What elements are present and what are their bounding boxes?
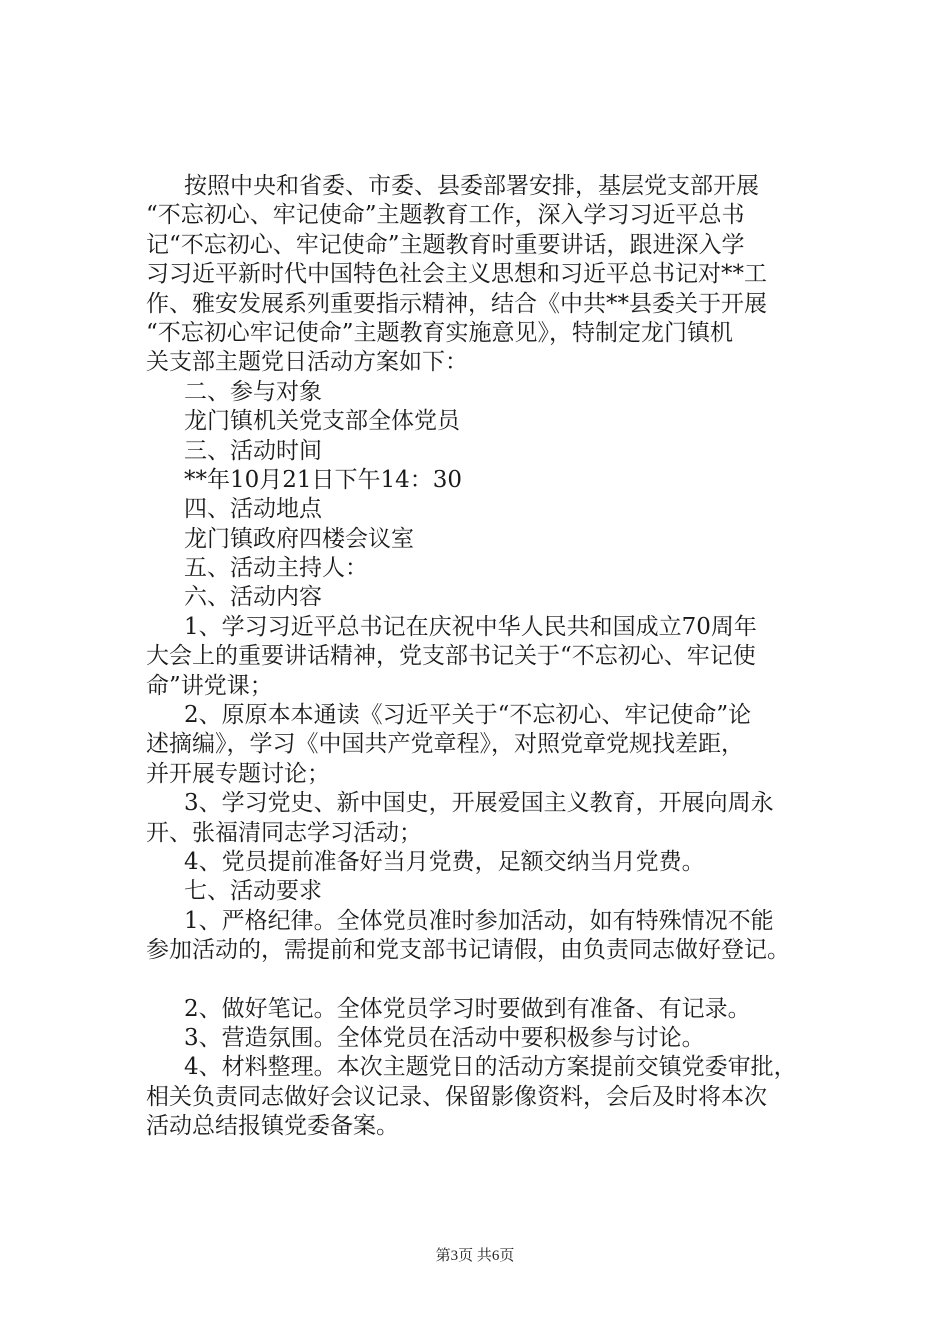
list-item: 1、学习习近平总书记在庆祝中华人民共和国成立70周年 [184, 613, 757, 640]
section-heading: 二、参与对象 [184, 378, 322, 405]
body-line: 习习近平新时代中国特色社会主义思想和习近平总书记对**工 [146, 261, 767, 288]
section-heading: 六、活动内容 [184, 584, 322, 611]
body-line: 大会上的重要讲话精神，党支部书记关于“不忘初心、牢记使 [146, 643, 756, 670]
paragraph-gap [146, 966, 846, 995]
list-item: 4、党员提前准备好当月党费，足额交纳当月党费。 [184, 848, 705, 875]
body-line: 命”讲党课； [146, 672, 273, 699]
body-line: 活动总结报镇党委备案。 [146, 1113, 399, 1140]
body-line: 并开展专题讨论； [146, 760, 330, 787]
page-number-footer: 第3页 共6页 [435, 1248, 515, 1264]
body-line: 龙门镇政府四楼会议室 [184, 525, 414, 552]
body-line: 开、张福清同志学习活动； [146, 819, 422, 846]
body-line: “不忘初心牢记使命”主题教育实施意见》，特制定龙门镇机 [146, 319, 734, 346]
body-line: 参加活动的，需提前和党支部书记请假，由负责同志做好登记。 [146, 937, 790, 964]
body-line: 相关负责同志做好会议记录、保留影像资料，会后及时将本次 [146, 1083, 767, 1110]
list-item: 1、严格纪律。全体党员准时参加活动，如有特殊情况不能 [184, 907, 774, 934]
body-line: 述摘编》，学习《中国共产党章程》，对照党章党规找差距， [146, 731, 744, 758]
body-line: 作、雅安发展系列重要指示精神，结合《中共**县委关于开展 [146, 290, 767, 317]
list-item: 3、营造氛围。全体党员在活动中要积极参与讨论。 [184, 1024, 705, 1051]
body-line: **年10月21日下午14：30 [184, 466, 463, 493]
document-body [146, 172, 846, 1142]
list-item: 2、原原本本通读《习近平关于“不忘初心、牢记使命”论 [184, 702, 752, 729]
section-heading: 三、活动时间 [184, 437, 322, 464]
body-line: “不忘初心、牢记使命”主题教育工作，深入学习习近平总书 [146, 202, 745, 229]
list-item: 3、学习党史、新中国史，开展爱国主义教育，开展向周永 [184, 790, 774, 817]
body-line: 记“不忘初心、牢记使命”主题教育时重要讲话，跟进深入学 [146, 231, 745, 258]
list-item: 4、材料整理。本次主题党日的活动方案提前交镇党委审批， [184, 1054, 797, 1081]
section-heading: 七、活动要求 [184, 878, 322, 905]
body-line: 按照中央和省委、市委、县委部署安排，基层党支部开展 [184, 173, 759, 199]
section-heading: 四、活动地点 [184, 496, 322, 523]
section-heading: 五、活动主持人： [184, 555, 368, 582]
body-line: 龙门镇机关党支部全体党员 [184, 408, 460, 435]
body-line: 关支部主题党日活动方案如下： [146, 349, 468, 376]
list-item: 2、做好笔记。全体党员学习时要做到有准备、有记录。 [184, 995, 751, 1022]
